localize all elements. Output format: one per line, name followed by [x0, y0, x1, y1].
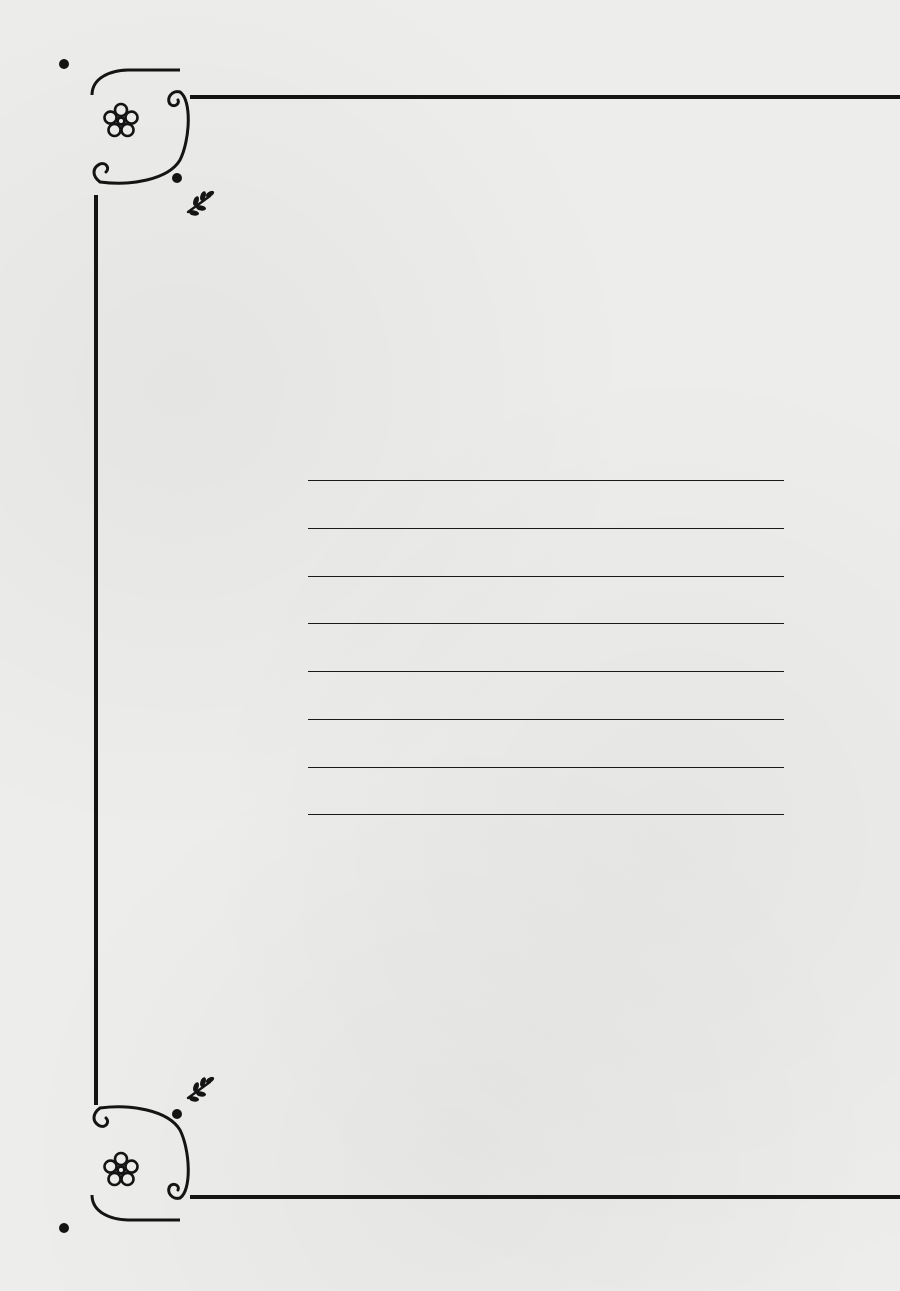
toc-entry — [172, 607, 790, 637]
dot-leader — [308, 814, 784, 815]
dot-leader — [308, 576, 784, 577]
dot-leader — [308, 719, 784, 720]
dot-leader — [308, 623, 784, 624]
toc-entry — [172, 560, 790, 590]
toc-entry — [172, 655, 790, 685]
toc-entry — [172, 751, 790, 781]
dot-leader — [308, 480, 784, 481]
dot-leader — [308, 528, 784, 529]
toc-entry — [172, 464, 790, 494]
toc-entry — [172, 512, 790, 542]
toc-entry — [172, 703, 790, 733]
dot-leader — [308, 671, 784, 672]
dot-leader — [308, 767, 784, 768]
toc-entry — [172, 798, 790, 828]
